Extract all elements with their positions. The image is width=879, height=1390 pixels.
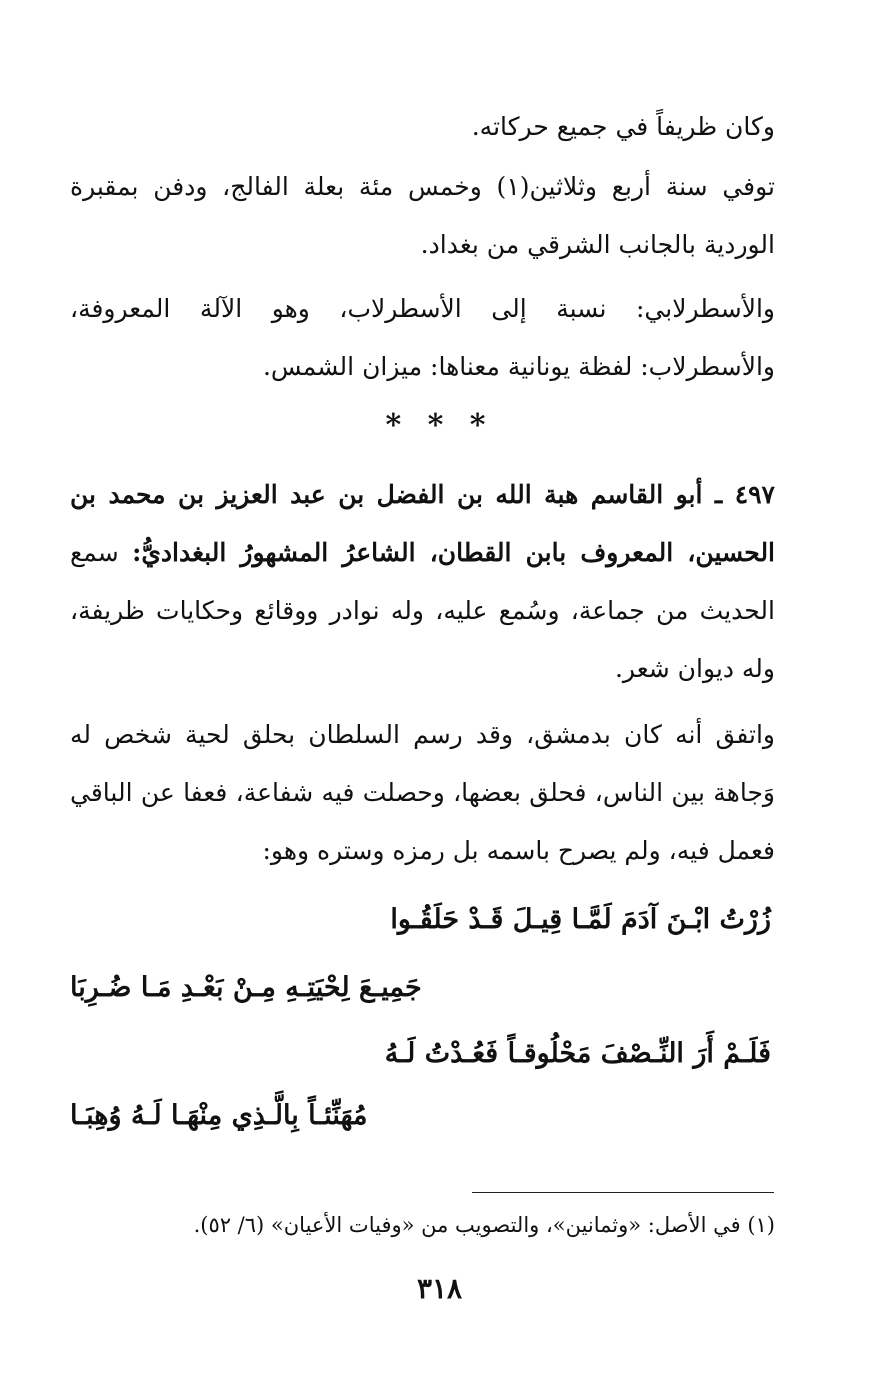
page-number: ٣١٨ [416,1272,463,1305]
paragraph-graceful: وكان ظريفاً في جميع حركاته. [471,112,775,141]
verse-line-1: زُرْتُ ابْـنَ آدَمَ لَمَّـا قِيـلَ قَـدْ حَلَقُـوا [390,904,771,935]
entry-497 [70,466,775,698]
paragraph-astrolabe: والأسطرلابي: نسبة إلى الأسطرلاب، وهو الآلة المعروفة، والأسطرلاب: لفظة يونانية معناها: ميزان الشمس. [70,294,775,381]
entry-heading: ٤٩٧ ـ أبو القاسم هبة الله بن الفضل بن عبد العزيز بن محمد بن الحسين، المعروف بابن القطان، الشاعرُ المشهورُ البغداديُّ: [70,480,776,567]
paragraph-damascus: واتفق أنه كان بدمشق، وقد رسم السلطان بحلق لحية شخص له وَجاهة بين الناس، فحلق بعضها، وحصلت فيه شفاعة، فعفا عن الباقي فعمل فيه، ولم يصرح باسمه بل رمزه وستره وهو: [70,720,775,865]
paragraph-death: توفي سنة أربع وثلاثين(١) وخمس مئة بعلة الفالج، ودفن بمقبرة الوردية بالجانب الشرقي من بغداد. [70,172,775,259]
footnote: (١) في الأصل: «وثمانين»، والتصويب من «وفيات الأعيان» (٦/ ٥٢). [193,1213,775,1237]
verse-line-3: فَلَـمْ أَرَ النِّـصْفَ مَحْلُوقـاً فَعُـدْتُ لَـهُ [384,1038,771,1069]
entry-body: سمع الحديث من جماعة، وسُمع عليه، وله نوادر ووقائع وحكايات ظريفة، وله ديوان شعر. [70,538,775,683]
verse-line-4: مُهَنِّئـاً بِالَّـذِي مِنْهَـا لَـهُ وُهِبَـا [70,1100,368,1131]
section-separator: * * * [385,408,494,443]
footnote-divider [472,1192,774,1193]
verse-line-2: جَمِيـعَ لِحْيَتِـهِ مِـنْ بَعْـدِ مَـا ضُـرِبَا [70,972,422,1003]
